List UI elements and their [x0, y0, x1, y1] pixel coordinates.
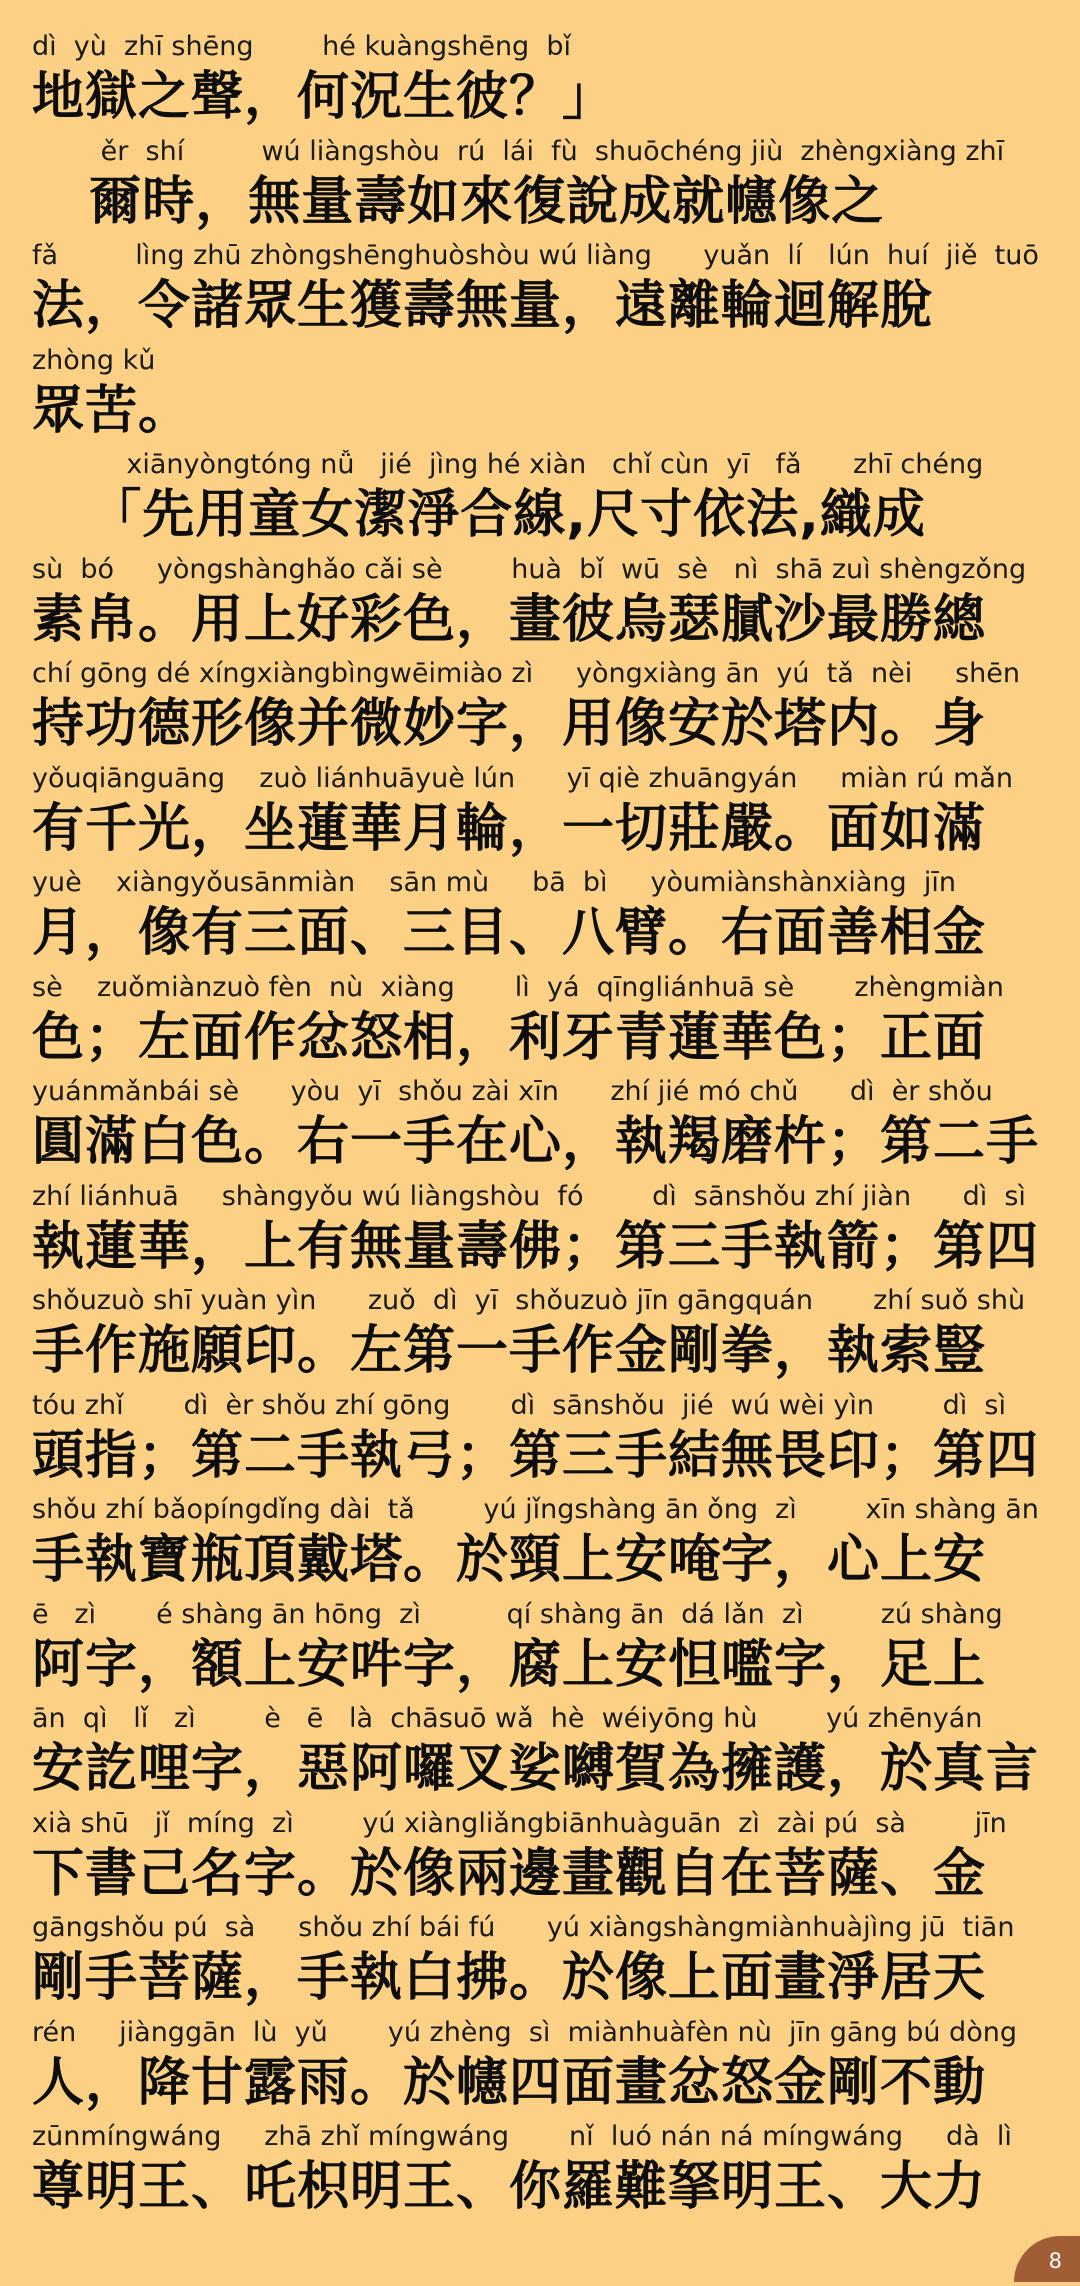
hanzi-line: 安訖哩字，惡阿囉叉娑嚩賀為擁護，於真言 — [32, 1739, 1040, 1799]
pinyin-line: dì yù zhī shēng hé kuàngshēng bǐ — [32, 32, 571, 62]
hanzi-line: 執蓮華，上有無量壽佛；第三手執箭；第四 — [32, 1216, 1040, 1277]
hanzi-line: 尊明王、吒枳明王、你羅難拏明王、大力 — [32, 2157, 987, 2217]
text-line — [32, 1495, 1052, 1599]
pinyin-line: yǒuqiānguāng zuò liánhuāyuè lún yī qiè zhuāngyán miàn rú mǎn — [32, 763, 1014, 794]
pinyin-line: zhí liánhuā shàngyǒu wú liàngshòu fó dì sānshǒu zhí jiàn dì sì — [32, 1181, 1026, 1212]
hanzi-line: 頭指；第二手執弓；第三手結無畏印；第四 — [32, 1425, 1040, 1486]
pinyin-line: shǒu zhí bǎopíngdǐng dài tǎ yú jǐngshàng ān ǒng zì xīn shàng ān — [32, 1495, 1039, 1525]
hanzi-line: 有千光，坐蓮華月輪，一切莊嚴。面如滿 — [32, 798, 987, 859]
pinyin-line: sè zuǒmiànzuò fèn nù xiàng lì yá qīngliánhuā sè zhèngmiàn — [32, 972, 1004, 1003]
text-line — [32, 1391, 1052, 1495]
hanzi-line: 剛手菩薩，手執白拂。於像上面畫淨居天 — [32, 1948, 987, 2008]
hanzi-line: 人，降甘露雨。於幰四面畫忿怒金剛不動 — [32, 2052, 987, 2113]
text-line — [32, 1913, 1052, 2017]
hanzi-line: 手執寶瓶頂戴塔。於頸上安唵字，心上安 — [32, 1530, 987, 1590]
text-line — [32, 137, 1052, 241]
page-number-badge — [1014, 2236, 1080, 2282]
pinyin-line: chí gōng dé xíngxiàngbìngwēimiào zì yòngxiàng ān yú tǎ nèi shēn — [32, 659, 1021, 689]
pinyin-line: tóu zhǐ dì èr shǒu zhí gōng dì sānshǒu jié wú wèi yìn dì sì — [32, 1390, 1006, 1421]
text-line — [32, 1704, 1052, 1808]
pinyin-line: yuánmǎnbái sè yòu yī shǒu zài xīn zhí jié mó chǔ dì èr shǒu — [32, 1077, 993, 1107]
hanzi-line: 月，像有三面、三目、八臂。右面善相金 — [32, 903, 987, 963]
text-line — [32, 973, 1052, 1077]
hanzi-line: 手作施願印。左第一手作金剛拳，執索豎 — [32, 1321, 987, 1381]
hanzi-line: 持功德形像并微妙字，用像安於塔内。身 — [32, 694, 987, 754]
text-line — [32, 1600, 1052, 1704]
hanzi-line: 阿字，額上安吽字，腐上安怛嚂字，足上 — [32, 1634, 987, 1695]
text-line — [32, 1809, 1052, 1913]
text-line — [32, 2018, 1052, 2122]
pinyin-line: fǎ lìng zhū zhòngshēnghuòshòu wú liàng yuǎn lí lún huí jiě tuō — [32, 241, 1039, 271]
hanzi-line: 眾苦。 — [32, 380, 192, 441]
hanzi-line: 「先用童女潔淨合線,尺寸依法,織成 — [32, 485, 926, 545]
text-line — [32, 241, 1052, 345]
text-line — [32, 2122, 1052, 2226]
text-line — [32, 32, 1052, 136]
pinyin-line: shǒuzuò shī yuàn yìn zuǒ dì yī shǒuzuò jīn gāngquán zhí suǒ shù — [32, 1286, 1026, 1316]
text-line — [32, 450, 1052, 554]
pinyin-line: gāngshǒu pú sà shǒu zhí bái fú yú xiàngshàngmiànhuàjìng jū tiān — [32, 1913, 1015, 1943]
pinyin-line: ān qì lǐ zì è ē là chāsuō wǎ hè wéiyōng hù yú zhēnyán — [32, 1704, 983, 1734]
text-line — [32, 1286, 1052, 1390]
pinyin-line: xiānyòngtóng nǚ jié jìng hé xiàn chǐ cùn yī fǎ zhī chéng — [32, 450, 984, 480]
pinyin-line: zhòng kǔ — [32, 345, 156, 376]
hanzi-line: 地獄之聲，何況生彼？」 — [32, 67, 616, 127]
hanzi-line: 爾時，無量壽如來復說成就幰像之 — [32, 171, 885, 232]
pinyin-line: sù bó yòngshànghǎo cǎi sè huà bǐ wū sè nì shā zuì shèngzǒng — [32, 554, 1027, 585]
page-number: 8 — [1048, 2249, 1062, 2273]
hanzi-line: 素帛。用上好彩色，畫彼烏瑟膩沙最勝總 — [32, 589, 987, 650]
pinyin-line: rén jiànggān lù yǔ yú zhèng sì miànhuàfèn nù jīn gāng bú dòng — [32, 2017, 1017, 2048]
text-line — [32, 555, 1052, 659]
text-line — [32, 764, 1052, 868]
hanzi-line: 色；左面作忿怒相，利牙青蓮華色；正面 — [32, 1007, 987, 1068]
text-line — [32, 868, 1052, 972]
text-line — [32, 659, 1052, 763]
pinyin-line: xià shū jǐ míng zì yú xiàngliǎngbiānhuàguān zì zài pú sà jīn — [32, 1808, 1007, 1839]
hanzi-line: 下書己名字。於像兩邊畫觀自在菩薩、金 — [32, 1843, 987, 1904]
hanzi-line: 圓滿白色。右一手在心，執羯磨杵；第二手 — [32, 1112, 1040, 1172]
pinyin-line: zūnmíngwáng zhā zhǐ míngwáng nǐ luó nán ná míngwáng dà lì — [32, 2122, 1012, 2152]
text-line — [32, 346, 1052, 450]
pinyin-line: yuè xiàngyǒusānmiàn sān mù bā bì yòumiànshànxiàng jīn — [32, 868, 956, 898]
pinyin-line: ěr shí wú liàngshòu rú lái fù shuōchéng jiù zhèngxiàng zhī — [32, 136, 1005, 167]
pinyin-line: ē zì é shàng ān hōng zì qí shàng ān dá lǎn zì zú shàng — [32, 1599, 1003, 1630]
text-line — [32, 1182, 1052, 1286]
text-line — [32, 1077, 1052, 1181]
hanzi-line: 法，令諸眾生獲壽無量，遠離輪迴解脫 — [32, 276, 934, 336]
